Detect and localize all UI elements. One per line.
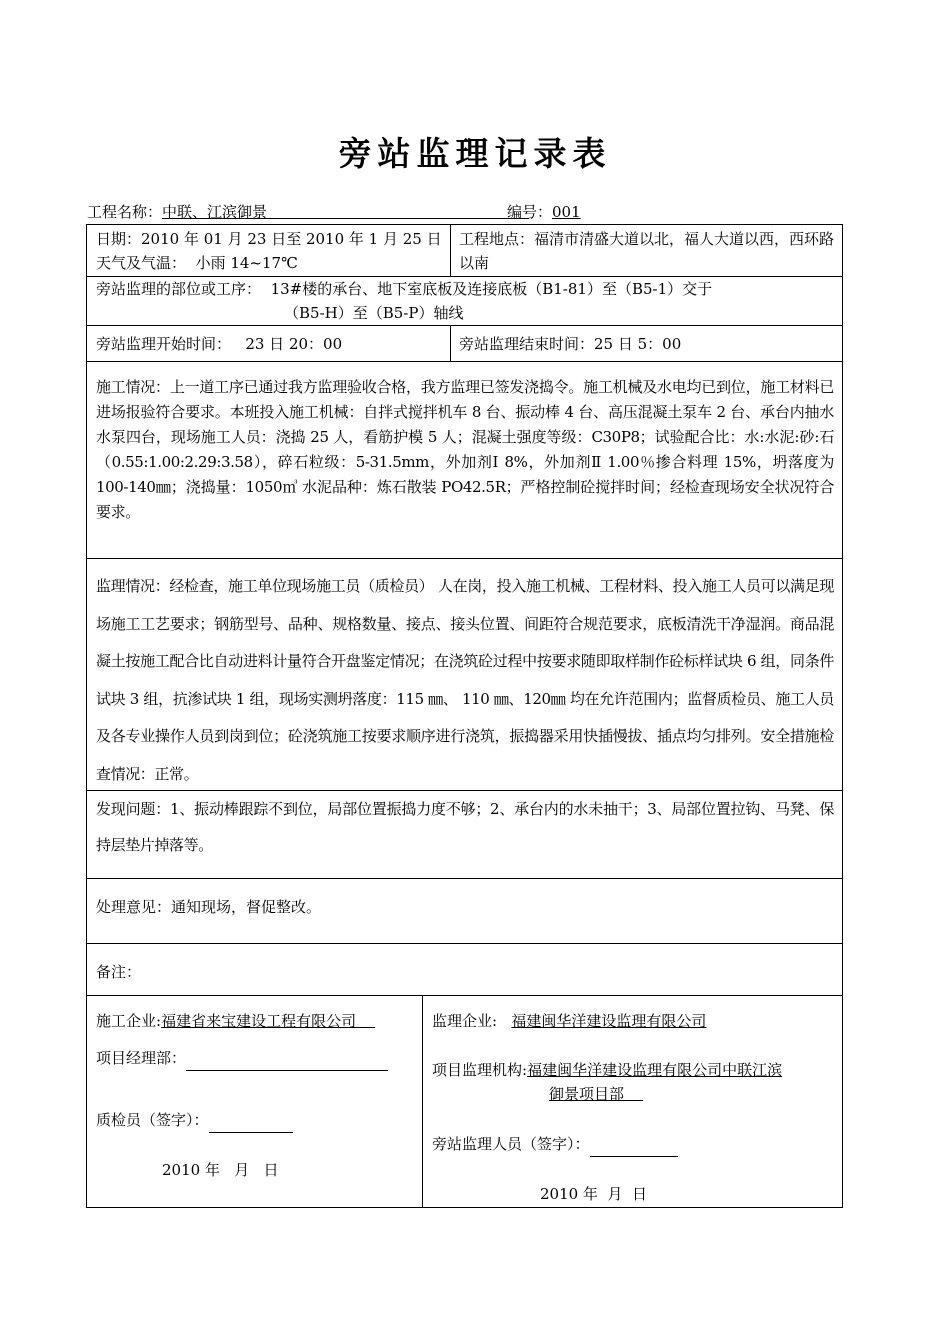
contractor-company-label: 施工企业:	[96, 1012, 162, 1030]
quality-inspector-label: 质检员（签字）：	[96, 1111, 209, 1129]
row-divider	[86, 325, 842, 326]
supervisor-date: 2010 年 月 日	[540, 1185, 648, 1203]
start-time-label: 旁站监理开始时间：	[96, 335, 232, 353]
row-divider	[86, 558, 842, 559]
supervision-staff-signature-line[interactable]	[590, 1132, 678, 1157]
quality-inspector-signature-line[interactable]	[209, 1108, 293, 1133]
supervision-position-cell	[96, 277, 836, 325]
row-divider	[86, 995, 842, 996]
row-divider	[86, 361, 842, 362]
record-number-label: 编号：	[507, 203, 553, 221]
date-cell	[96, 227, 446, 275]
remarks: 备注：	[96, 963, 142, 981]
supervision-position-line2: （B5-H）至（B5-P）轴线	[284, 304, 464, 322]
column-divider	[422, 995, 423, 1208]
supervisor-company-label: 监理企业:	[432, 1012, 498, 1030]
start-time-cell	[96, 332, 446, 356]
project-name-label: 工程名称：	[87, 203, 163, 221]
project-manager	[96, 1046, 416, 1071]
project-name-value: 中联、江滨御景	[162, 203, 268, 221]
date-value: 2010 年 01 月 23 日至 2010 年 1 月 25 日	[141, 230, 442, 248]
quality-inspector	[96, 1108, 416, 1133]
supervisor-company	[432, 1009, 836, 1033]
supervision-org-line1: 福建闽华洋建设监理有限公司中联江滨	[527, 1061, 783, 1079]
date-label: 日期：	[96, 230, 142, 248]
project-name	[87, 201, 529, 222]
document-title: 旁站监理记录表	[338, 134, 612, 173]
column-divider	[450, 325, 451, 361]
end-time-value: 25 日 5：00	[594, 335, 682, 353]
weather-label: 天气及气温：	[96, 254, 187, 272]
project-manager-label: 项目经理部：	[96, 1049, 187, 1067]
supervision-status: 监理情况：经检查，施工单位现场施工员（质检员） 人在岗，投入施工机械、工程材料、投入施工人员可以满足现场施工工艺要求；钢筋型号、品种、规格数量、接点、接头位置、间距符合规范要求，底板清洗干净湿润。商品混凝土按施工配合比自动进料计量符合开盘鉴定情况；在浇筑砼过程中按要求随即取样制作砼标样试块 6 组，同条件试块 3 组，抗渗试块 1 组，现场实测坍落度：115 ㎜、 110 ㎜、120㎜ 均在允许范围内；监督质检员、施工人员及各专业操作人员到岗到位；砼浇筑施工按要求顺序进行浇筑，振捣器采用快插慢拔、插点均匀排列。安全措施检查情况：正常。	[96, 577, 834, 783]
supervision-staff	[432, 1132, 836, 1157]
contractor-company-value: 福建省来宝建设工程有限公司	[161, 1012, 357, 1030]
project-manager-signature-line[interactable]	[186, 1046, 388, 1071]
project-header	[87, 201, 587, 223]
row-divider	[86, 943, 842, 944]
project-name-underline	[267, 203, 529, 221]
record-number-value: 001	[552, 203, 581, 221]
start-time-value: 23 日 20：00	[245, 335, 343, 353]
location-cell	[459, 227, 837, 275]
weather-value: 小雨 14~17℃	[195, 254, 298, 272]
record-number	[507, 201, 581, 222]
end-time-cell	[459, 332, 837, 356]
construction-status: 施工情况：上一道工序已通过我方监理验收合格，我方监理已签发浇捣令。施工机械及水电均已到位，施工材料已进场报验符合要求。本班投入施工机械：自拌式搅拌机车 8 台、振动棒 4 台、高压混凝土泵车 2 台、承台内抽水水泵四台，现场施工人员：浇捣 25 人，看筋护模 5 人；混凝土强度等级：C30P8；试验配合比：水:水泥:砂:石（0.55:1.00:2.29:3.58），碎石粒级：5-31.5mm，外加剂Ⅰ 8%，外加剂Ⅱ 1.00％掺合料理 15%，坍落度为 100-140㎜；浇捣量：1050㎥ 水泥品种：炼石散装 PO42.5R；严格控制砼搅拌时间；经检查现场安全状况符合要求。	[96, 378, 834, 521]
supervision-staff-label: 旁站监理人员（签字）：	[432, 1135, 590, 1153]
supervision-org	[432, 1058, 838, 1106]
contractor-date: 2010 年 月 日	[162, 1161, 279, 1179]
location-label: 工程地点：	[459, 230, 535, 248]
supervision-org-label: 项目监理机构:	[432, 1061, 528, 1079]
column-divider	[450, 224, 451, 276]
supervisor-company-value: 福建闽华洋建设监理有限公司	[511, 1012, 707, 1030]
contractor-company	[96, 1009, 416, 1033]
handling-opinion: 处理意见：通知现场，督促整改。	[96, 898, 322, 916]
row-divider	[86, 878, 842, 879]
supervision-position-line1: 13#楼的承台、地下室底板及连接底板（B1-81）至（B5-1）交于	[270, 280, 713, 298]
location-value: 福清市清盛大道以北，福人大道以西，西环路以南	[459, 230, 835, 272]
supervision-org-line2: 御景项目部	[549, 1085, 625, 1103]
supervision-position-label: 旁站监理的部位或工序：	[96, 280, 262, 298]
end-time-label: 旁站监理结束时间：	[459, 335, 595, 353]
issues-found: 发现问题：1、振动棒跟踪不到位，局部位置振捣力度不够；2、承台内的水未抽干；3、局部位置拉钩、马凳、保持层垫片掉落等。	[96, 800, 834, 854]
